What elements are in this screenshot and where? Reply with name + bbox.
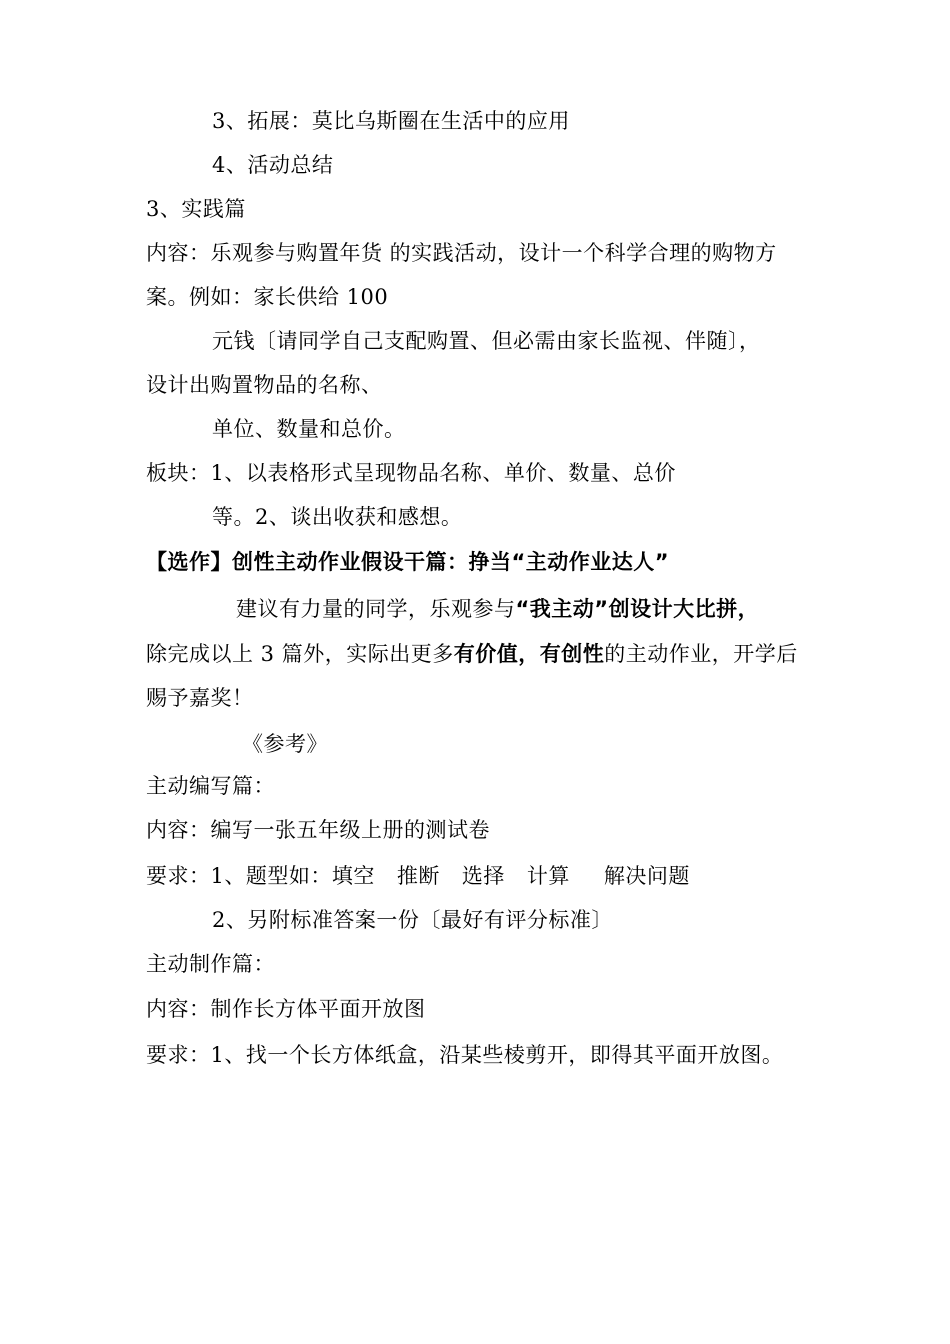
practice-content-line-1: 内容：乐观参与购置年货 的实践活动，设计一个科学合理的购物方 <box>146 241 777 265</box>
requirement-type-4: 计算 <box>526 864 570 888</box>
item-extension: 3、拓展：莫比乌斯圈在生活中的应用 <box>212 109 570 133</box>
writing-requirement-2: 2、另附标准答案一份〔最好有评分标准〕 <box>212 908 613 932</box>
requirement-prefix: 要求：1、题型如：填空 <box>146 864 375 888</box>
making-section-heading: 主动制作篇： <box>146 952 275 976</box>
practice-content-line-5: 单位、数量和总价。 <box>212 417 406 441</box>
optional-section-heading: 【选作】创性主动作业假设干篇：挣当“主动作业达人” <box>146 550 670 574</box>
reference-heading: 《参考》 <box>242 732 328 756</box>
optional-text-bold-2: 有价值，有创性 <box>453 642 605 666</box>
writing-section-heading: 主动编写篇： <box>146 774 275 798</box>
optional-paragraph-line-2 <box>146 639 798 669</box>
optional-text-normal-2: 除完成以上 3 篇外，实际出更多 <box>146 642 454 666</box>
item-summary: 4、活动总结 <box>212 153 334 177</box>
practice-content-line-4: 设计出购置物品的名称、 <box>146 373 383 397</box>
requirement-type-3: 选择 <box>461 864 505 888</box>
writing-content: 内容：编写一张五年级上册的测试卷 <box>146 818 490 842</box>
making-requirement-1: 要求：1、找一个长方体纸盒，沿某些棱剪开，即得其平面开放图。 <box>146 1043 784 1067</box>
practice-content-line-2: 案。例如：家长供给 100 <box>146 285 389 309</box>
optional-paragraph-line-1 <box>236 594 759 624</box>
requirement-type-5: 解决问题 <box>603 864 690 888</box>
optional-text-bold: “我主动”创设计大比拼， <box>515 597 760 621</box>
practice-blocks-line-2: 等。2、谈出收获和感想。 <box>212 505 463 529</box>
making-content: 内容：制作长方体平面开放图 <box>146 997 426 1021</box>
writing-requirement-1 <box>146 861 690 891</box>
optional-text-normal: 建议有力量的同学，乐观参与 <box>236 597 516 621</box>
optional-paragraph-line-3: 赐予嘉奖！ <box>146 686 254 710</box>
practice-blocks-line-1: 板块：1、以表格形式呈现物品名称、单价、数量、总价 <box>146 461 676 485</box>
requirement-type-2: 推断 <box>396 864 440 888</box>
optional-text-normal-3: 的主动作业，开学后 <box>604 642 798 666</box>
section-practice-heading: 3、实践篇 <box>146 197 246 221</box>
practice-content-line-3: 元钱〔请同学自己支配购置、但必需由家长监视、伴随〕， <box>212 329 761 353</box>
